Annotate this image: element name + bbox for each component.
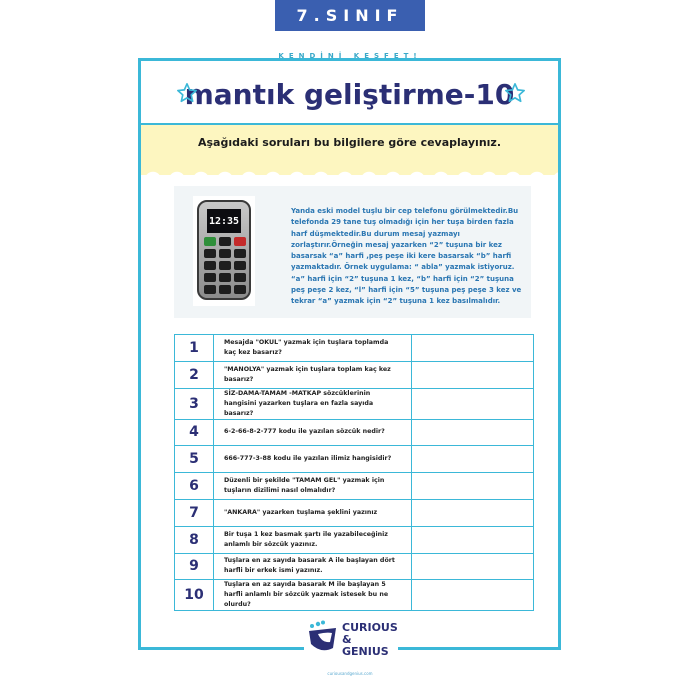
nav-key bbox=[219, 237, 231, 246]
question-text: Tuşlara en az sayıda basarak M ile başlayan 5 harfli anlamlı bir sözcük yazmak istesek bu ne olurdu? bbox=[214, 580, 412, 611]
key bbox=[234, 261, 246, 270]
question-text: "ANKARA" yazarken tuşlama şeklini yazınız bbox=[214, 499, 412, 526]
star-icon bbox=[504, 82, 526, 104]
table-row bbox=[175, 553, 534, 580]
logo-text bbox=[342, 622, 398, 658]
table-row bbox=[175, 419, 534, 446]
question-number: 9 bbox=[175, 553, 214, 580]
grade-badge: 7.SINIF bbox=[275, 0, 425, 31]
key bbox=[204, 285, 216, 294]
table-row bbox=[175, 361, 534, 388]
answer-cell[interactable] bbox=[412, 335, 534, 362]
phone-keypad bbox=[204, 237, 246, 294]
key bbox=[234, 273, 246, 282]
key bbox=[204, 249, 216, 258]
question-text: Tuşlara en az sayıda basarak A ile başlayan dört harfli bir erkek ismi yazınız. bbox=[214, 553, 412, 580]
question-text: Düzenli bir şekilde "TAMAM GEL" yazmak için tuşların dizilimi nasıl olmalıdır? bbox=[214, 473, 412, 500]
question-text: 666-777-3-88 kodu ile yazılan ilimiz hangisidir? bbox=[214, 446, 412, 473]
logo-mascot-icon bbox=[306, 620, 340, 654]
question-number: 6 bbox=[175, 473, 214, 500]
phone-image bbox=[193, 196, 255, 306]
key bbox=[234, 285, 246, 294]
title-row bbox=[141, 62, 558, 126]
end-key bbox=[234, 237, 246, 246]
banner-scallop-edge bbox=[141, 168, 558, 180]
answer-cell[interactable] bbox=[412, 526, 534, 553]
answer-cell[interactable] bbox=[412, 419, 534, 446]
key bbox=[219, 261, 231, 270]
question-text: Bir tuşa 1 kez basmak şartı ile yazabileceğiniz anlamlı bir sözcük yazınız. bbox=[214, 526, 412, 553]
key bbox=[219, 249, 231, 258]
answer-cell[interactable] bbox=[412, 446, 534, 473]
table-row bbox=[175, 499, 534, 526]
brand-logo bbox=[304, 618, 398, 668]
answer-cell[interactable] bbox=[412, 361, 534, 388]
table-row bbox=[175, 580, 534, 611]
key bbox=[204, 273, 216, 282]
answer-cell[interactable] bbox=[412, 499, 534, 526]
question-number: 8 bbox=[175, 526, 214, 553]
key bbox=[219, 285, 231, 294]
answer-cell[interactable] bbox=[412, 388, 534, 419]
instruction-text: Aşağıdaki soruları bu bilgilere göre cevaplayınız. bbox=[197, 136, 502, 149]
website-url: curiousandgenius.com bbox=[327, 671, 373, 676]
tagline: KENDİNİ KEŞFET! bbox=[278, 52, 422, 60]
table-row bbox=[175, 526, 534, 553]
page-title: mantık geliştirme-10 bbox=[184, 77, 515, 111]
question-text: 6-2-66-8-2-777 kodu ile yazılan sözcük nedir? bbox=[214, 419, 412, 446]
answer-cell[interactable] bbox=[412, 473, 534, 500]
question-number: 5 bbox=[175, 446, 214, 473]
key bbox=[219, 273, 231, 282]
table-row bbox=[175, 473, 534, 500]
questions-table bbox=[174, 334, 534, 611]
question-number: 1 bbox=[175, 335, 214, 362]
logo-line-1: CURIOUS bbox=[342, 621, 398, 634]
question-number: 3 bbox=[175, 388, 214, 419]
question-text: SİZ-DAMA-TAMAM -MATKAP sözcüklerinin hangisini yazarken tuşlara en fazla sayıda basarız? bbox=[214, 388, 412, 419]
question-number: 7 bbox=[175, 499, 214, 526]
phone-body bbox=[197, 200, 251, 300]
call-key bbox=[204, 237, 216, 246]
table-row bbox=[175, 446, 534, 473]
question-text: Mesajda "OKUL" yazmak için tuşlara toplamda kaç kez basarız? bbox=[214, 335, 412, 362]
question-number: 2 bbox=[175, 361, 214, 388]
question-number: 10 bbox=[175, 580, 214, 611]
question-text: "MANOLYA" yazmak için tuşlara toplam kaç kez basarız? bbox=[214, 361, 412, 388]
frame-bottom-left bbox=[138, 647, 304, 650]
frame-bottom-right bbox=[398, 647, 561, 650]
answer-cell[interactable] bbox=[412, 553, 534, 580]
question-number: 4 bbox=[175, 419, 214, 446]
info-text: Yanda eski model tuşlu bir cep telefonu görülmektedir.Bu telefonda 29 tane tuş olmadığı için her tuşa birden fazla harf düşmektedir.Bu durum mesaj yazmayı zorlaştırır.Örneğin mesaj yazarken “2” tuşuna bir kez basarsak “a” harfi ,peş peşe iki kere basarsak “b” harfi yazmaktadır. Örnek uygulama: “ abla” yazmak istiyoruz. “a” harfi için “2” tuşuna 1 kez, “b” harfi için “2” tuşuna peş peşe 2 kez, “l” harfi için “5” tuşuna peş peşe 3 kez ve tekrar “a” yazmak için “2” tuşuna 1 kez basılmalıdır. bbox=[291, 207, 522, 306]
phone-screen: 12:35 bbox=[207, 209, 241, 233]
table-row bbox=[175, 388, 534, 419]
answer-cell[interactable] bbox=[412, 580, 534, 611]
star-icon bbox=[176, 82, 198, 104]
key bbox=[204, 261, 216, 270]
logo-line-2: & GENIUS bbox=[342, 633, 389, 658]
table-row bbox=[175, 335, 534, 362]
key bbox=[234, 249, 246, 258]
info-box bbox=[174, 186, 531, 318]
